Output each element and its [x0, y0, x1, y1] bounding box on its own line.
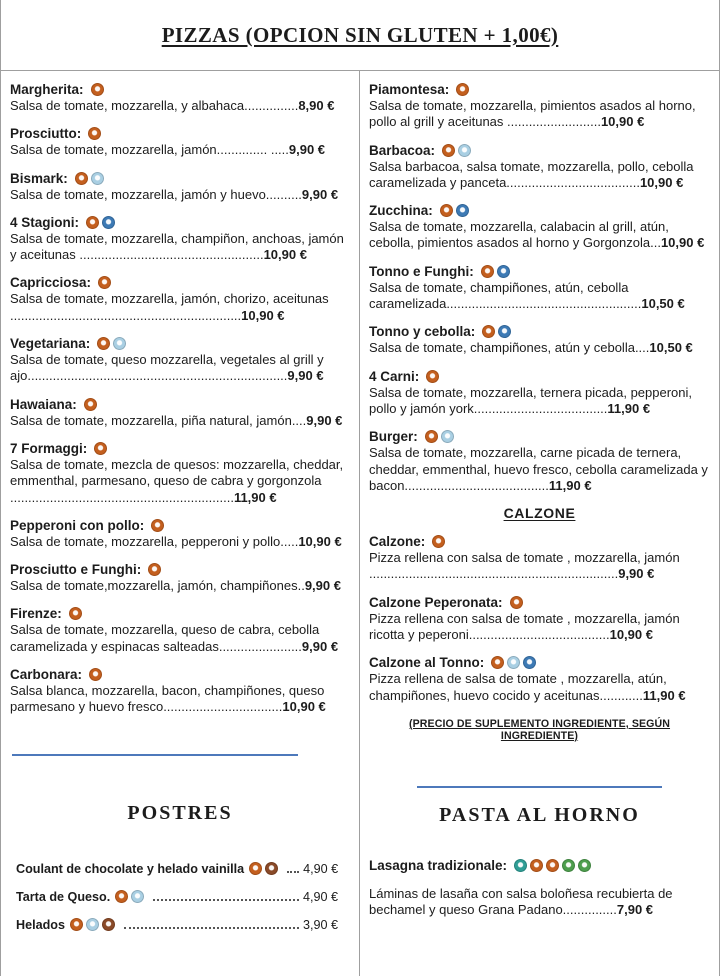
- allergen-icons: [88, 126, 104, 141]
- allergen-orange-icon: [482, 325, 495, 338]
- item-price: 9,90 €: [288, 142, 326, 158]
- allergen-orange-icon: [91, 83, 104, 96]
- item-ingredients: Láminas de lasaña con salsa boloñesa recubierta de bechamel y queso Grana Padano...............: [369, 885, 673, 918]
- allergen-orange-icon: [84, 398, 97, 411]
- menu-item-calzone-al-tonno: [369, 654, 710, 704]
- item-ingredients: Pizza rellena con salsa de tomate , mozzarella, jamón ricotta y peperoni.......................................: [369, 610, 680, 643]
- allergen-icons: [481, 264, 513, 279]
- allergen-orange-icon: [530, 859, 543, 872]
- menu-item-hawaiana: [10, 396, 350, 429]
- dessert-name: Coulant de chocolate y helado vainilla: [16, 861, 245, 876]
- allergen-orange-icon: [151, 519, 164, 532]
- item-name: Tonno e Funghi:: [369, 263, 474, 279]
- allergen-pale-icon: [113, 337, 126, 350]
- allergen-icons: [70, 917, 118, 932]
- allergen-orange-icon: [491, 656, 504, 669]
- allergen-orange-icon: [432, 535, 445, 548]
- allergen-icons: [151, 518, 167, 533]
- item-description: [10, 352, 350, 385]
- item-price: 7,90 €: [616, 902, 654, 918]
- allergen-blue-icon: [456, 204, 469, 217]
- item-price: 10,90 €: [639, 174, 684, 190]
- item-description: [10, 98, 350, 114]
- dot-leader: [287, 871, 299, 873]
- allergen-icons: [491, 655, 539, 670]
- item-ingredients: Salsa de tomate, mozzarella, queso de cabra, cebolla caramelizada y espinacas salteadas.......................: [10, 622, 320, 654]
- item-title-row: [10, 561, 350, 578]
- item-description: [10, 231, 350, 264]
- item-ingredients: Salsa de tomate,mozzarella, jamón, champiñones..: [10, 578, 305, 594]
- item-price: 9,90 €: [306, 412, 343, 428]
- desserts-list: [10, 861, 350, 932]
- allergen-icons: [482, 324, 514, 339]
- dessert-price: 4,90 €: [302, 889, 338, 904]
- menu-item-calzone-peperonata: [369, 594, 710, 644]
- item-description: [10, 622, 350, 655]
- item-name: 7 Formaggi:: [10, 440, 88, 456]
- item-description: [369, 550, 710, 583]
- allergen-icons: [432, 534, 448, 549]
- menu-header: [1, 0, 719, 70]
- allergen-orange-icon: [115, 890, 128, 903]
- item-ingredients: Salsa de tomate, mozzarella, piña natural, jamón....: [10, 412, 307, 428]
- allergen-icons: [442, 143, 474, 158]
- allergen-blue-icon: [523, 656, 536, 669]
- allergen-icons: [98, 275, 114, 290]
- right-column: [360, 71, 719, 976]
- item-title-row: [369, 81, 710, 98]
- allergen-icons: [510, 595, 526, 610]
- item-name: Hawaiana:: [10, 396, 77, 412]
- allergen-orange-icon: [148, 563, 161, 576]
- item-name: Pepperoni con pollo:: [10, 517, 145, 533]
- item-ingredients: Salsa de tomate, mozzarella, champiñon, anchoas, jamón y aceitunas ...................................................: [10, 230, 344, 263]
- allergen-teal-icon: [514, 859, 527, 872]
- allergen-icons: [69, 606, 85, 621]
- item-name: Calzone:: [369, 534, 426, 550]
- menu-item-prosciutto: [10, 125, 350, 158]
- allergen-icons: [91, 82, 107, 97]
- calzone-heading: CALZONE: [503, 505, 576, 522]
- item-ingredients: Pizza rellena con salsa de tomate , mozzarella, jamón .....................................................................: [369, 550, 680, 582]
- allergen-icons: [456, 82, 472, 97]
- item-price: 11,90 €: [607, 400, 651, 416]
- item-description: [369, 280, 710, 313]
- dessert-item-coulant: [16, 861, 338, 876]
- item-name: 4 Stagioni:: [10, 214, 80, 230]
- item-title-row: [10, 666, 350, 683]
- menu-item-margherita: [10, 81, 350, 114]
- allergen-pale-icon: [86, 918, 99, 931]
- item-name: Carbonara:: [10, 667, 83, 683]
- menu-item-carbonara: [10, 666, 350, 716]
- item-price: 10,90 €: [241, 307, 285, 323]
- dot-leader: [124, 927, 299, 929]
- item-description: [369, 886, 710, 919]
- item-ingredients: Salsa de tomate, champiñones, atún, cebolla caramelizada......................................................: [369, 279, 642, 312]
- item-ingredients: Salsa de tomate, mozzarella, jamón.............. .....: [10, 142, 289, 158]
- item-price: 11,90 €: [642, 687, 686, 703]
- item-ingredients: Salsa de tomate, mozzarella, jamón y huevo..........: [10, 186, 302, 202]
- item-description: [369, 385, 710, 418]
- page-title: PIZZAS (OPCION SIN GLUTEN + 1,00€): [161, 22, 559, 47]
- menu-item-4-stagioni: [10, 214, 350, 264]
- allergen-brown-icon: [265, 862, 278, 875]
- item-name: Margherita:: [10, 82, 84, 97]
- allergen-pale-icon: [91, 172, 104, 185]
- supplement-note: (PRECIO DE SUPLEMENTO INGREDIENTE, SEGÚN INGREDIENTE): [408, 717, 671, 742]
- item-price: 10,90 €: [263, 247, 307, 263]
- item-name: Firenze:: [10, 606, 62, 622]
- menu-item-calzone: [369, 533, 710, 583]
- item-price: 10,90 €: [609, 627, 653, 643]
- allergen-orange-icon: [456, 83, 469, 96]
- dessert-price: 4,90 €: [303, 861, 339, 876]
- item-name: 4 Carni:: [369, 368, 420, 384]
- item-price: 9,90 €: [618, 566, 655, 582]
- allergen-orange-icon: [546, 859, 559, 872]
- item-description: [10, 142, 350, 158]
- dot-leader: [153, 899, 299, 901]
- item-ingredients: Salsa de tomate, mozzarella, pepperoni y pollo.....: [10, 533, 299, 549]
- allergen-orange-icon: [70, 918, 83, 931]
- item-description: [369, 611, 710, 644]
- item-title-row: [369, 857, 710, 874]
- item-title-row: [369, 202, 710, 219]
- menu-columns: [1, 70, 719, 976]
- item-price: 9,90 €: [304, 578, 341, 594]
- item-name: Barbacoa:: [369, 142, 436, 158]
- menu-item-tonno-y-cebolla: [369, 323, 710, 356]
- menu-item-burger: [369, 428, 710, 494]
- right-section-divider: [417, 786, 663, 788]
- item-description: [369, 671, 710, 704]
- left-column: [1, 71, 360, 976]
- allergen-icons: [425, 429, 457, 444]
- item-description: [10, 457, 350, 506]
- dessert-price: 3,90 €: [302, 917, 338, 932]
- postres-heading: POSTRES: [127, 801, 233, 824]
- allergen-icons: [115, 889, 147, 904]
- allergen-orange-icon: [86, 216, 99, 229]
- allergen-orange-icon: [442, 144, 455, 157]
- allergen-icons: [97, 336, 129, 351]
- allergen-orange-icon: [75, 172, 88, 185]
- item-price: 11,90 €: [233, 489, 277, 505]
- allergen-orange-icon: [89, 668, 102, 681]
- item-title-row: [369, 428, 710, 445]
- allergen-green-icon: [562, 859, 575, 872]
- allergen-icons: [84, 397, 100, 412]
- dessert-name: Tarta de Queso.: [16, 889, 111, 904]
- allergen-icons: [89, 667, 105, 682]
- item-description: [10, 413, 350, 429]
- allergen-orange-icon: [425, 430, 438, 443]
- pasta-heading: PASTA AL HORNO: [439, 803, 640, 826]
- item-title-row: [369, 368, 710, 385]
- item-name: Vegetariana:: [10, 336, 91, 352]
- allergen-orange-icon: [481, 265, 494, 278]
- item-price: 8,90 €: [298, 98, 335, 113]
- allergen-icons: [249, 861, 281, 876]
- menu-item-vegetariana: [10, 335, 350, 385]
- item-price: 10,50 €: [649, 340, 693, 356]
- item-price: 11,90 €: [548, 477, 592, 493]
- allergen-icons: [94, 441, 110, 456]
- item-name: Prosciutto e Funghi:: [10, 562, 142, 578]
- item-title-row: [369, 323, 710, 340]
- item-description: [369, 219, 710, 252]
- allergen-orange-icon: [98, 276, 111, 289]
- item-price: 10,90 €: [660, 235, 705, 251]
- menu-item-bismark: [10, 170, 350, 203]
- menu-item-zucchina: [369, 202, 710, 252]
- item-price: 10,90 €: [282, 699, 326, 715]
- item-description: [10, 291, 350, 324]
- allergen-blue-icon: [497, 265, 510, 278]
- item-ingredients: Pizza rellena de salsa de tomate , mozzarella, atún, champiñones, huevo cocido y aceitunas............: [369, 671, 667, 703]
- item-title-row: [10, 396, 350, 413]
- item-price: 10,50 €: [641, 296, 685, 312]
- item-title-row: [10, 81, 350, 98]
- item-ingredients: Salsa de tomate, mozzarella, jamón, chorizo, aceitunas ................................................................: [10, 291, 329, 323]
- allergen-orange-icon: [510, 596, 523, 609]
- allergen-orange-icon: [88, 127, 101, 140]
- item-price: 10,90 €: [600, 114, 645, 130]
- item-price: 9,90 €: [287, 368, 324, 384]
- item-title-row: [369, 142, 710, 159]
- allergen-blue-icon: [102, 216, 115, 229]
- menu-item-7-formaggi: [10, 440, 350, 506]
- item-description: [10, 534, 350, 550]
- item-description: [369, 98, 710, 131]
- menu-item-tonno-e-funghi: [369, 263, 710, 313]
- allergen-orange-icon: [94, 442, 107, 455]
- item-title-row: [10, 125, 350, 142]
- allergen-orange-icon: [69, 607, 82, 620]
- allergen-pale-icon: [458, 144, 471, 157]
- item-name: Piamontesa:: [369, 82, 450, 97]
- allergen-icons: [514, 858, 594, 873]
- item-name: Bismark:: [10, 170, 68, 186]
- item-name: Lasagna tradizionale:: [369, 857, 508, 873]
- allergen-orange-icon: [440, 204, 453, 217]
- item-ingredients: Salsa de tomate, mezcla de quesos: mozzarella, cheddar, emmenthal, parmesano, queso de cabra y gorgonzola ..............................................................: [10, 456, 344, 505]
- allergen-icons: [148, 562, 164, 577]
- menu-item-capricciosa: [10, 274, 350, 324]
- left-section-divider: [12, 754, 298, 756]
- item-ingredients: Salsa de tomate, queso mozzarella, vegetales al grill y ajo........................................................................: [10, 352, 324, 384]
- item-ingredients: Salsa de tomate, mozzarella, pimientos asados al horno, pollo al grill y aceitunas ..........................: [369, 98, 696, 130]
- allergen-brown-icon: [102, 918, 115, 931]
- item-name: Tonno y cebolla:: [369, 324, 476, 340]
- allergen-orange-icon: [249, 862, 262, 875]
- item-name: Capricciosa:: [10, 275, 92, 291]
- menu-item-piamontesa: [369, 81, 710, 131]
- item-title-row: [10, 335, 350, 352]
- item-price: 9,90 €: [301, 186, 339, 202]
- item-name: Zucchina:: [369, 203, 433, 219]
- item-description: [10, 187, 350, 203]
- allergen-pale-icon: [507, 656, 520, 669]
- item-name: Calzone al Tonno:: [369, 655, 485, 671]
- item-description: [369, 340, 710, 356]
- item-title-row: [369, 533, 710, 550]
- item-title-row: [10, 274, 350, 291]
- item-title-row: [10, 517, 350, 534]
- item-name: Calzone Peperonata:: [369, 594, 503, 610]
- dessert-name: Helados: [16, 917, 65, 932]
- item-title-row: [10, 214, 350, 231]
- item-ingredients: Salsa barbacoa, salsa tomate, mozzarella, pollo, cebolla caramelizada y panceta.....................................: [369, 158, 694, 190]
- allergen-orange-icon: [97, 337, 110, 350]
- item-title-row: [10, 605, 350, 622]
- allergen-pale-icon: [131, 890, 144, 903]
- allergen-icons: [75, 171, 107, 186]
- item-description: [369, 159, 710, 192]
- item-description: [369, 445, 710, 494]
- item-title-row: [369, 263, 710, 280]
- item-title-row: [10, 170, 350, 187]
- allergen-green-icon: [578, 859, 591, 872]
- menu-item-4-carni: [369, 368, 710, 418]
- allergen-blue-icon: [498, 325, 511, 338]
- item-ingredients: Salsa de tomate, mozzarella, y albahaca...............: [10, 98, 299, 113]
- item-name: Prosciutto:: [10, 126, 82, 142]
- allergen-icons: [86, 215, 118, 230]
- item-description: [10, 683, 350, 716]
- item-title-row: [10, 440, 350, 457]
- menu-item-lasagna: [369, 857, 710, 919]
- item-name: Burger:: [369, 429, 418, 445]
- item-ingredients: Salsa blanca, mozzarella, bacon, champiñones, queso parmesano y huevo fresco.................................: [10, 683, 325, 715]
- menu-item-pepperoni-con-pollo: [10, 517, 350, 550]
- allergen-icons: [426, 369, 442, 384]
- menu-item-prosciutto-e-funghi: [10, 561, 350, 594]
- dessert-item-tarta-de-queso: [16, 889, 338, 904]
- item-ingredients: Salsa de tomate, mozzarella, calabacin al grill, atún, cebolla, pimientos asados al horno y Gorgonzola...: [369, 219, 669, 251]
- item-title-row: [369, 594, 710, 611]
- item-price: 9,90 €: [301, 638, 339, 654]
- item-ingredients: Salsa de tomate, mozzarella, carne picada de ternera, cheddar, emmenthal, huevo fresco, cebolla caramelizada y bacon........................................: [369, 445, 708, 493]
- allergen-orange-icon: [426, 370, 439, 383]
- item-ingredients: Salsa de tomate, mozzarella, ternera picada, pepperoni, pollo y jamón york.....................................: [369, 384, 693, 416]
- allergen-icons: [440, 203, 472, 218]
- item-description: [10, 578, 350, 594]
- menu-item-barbacoa: [369, 142, 710, 192]
- dessert-item-helados: [16, 917, 338, 932]
- item-price: 10,90 €: [298, 533, 342, 549]
- allergen-pale-icon: [441, 430, 454, 443]
- item-ingredients: Salsa de tomate, champiñones, atún y cebolla....: [369, 340, 650, 356]
- menu-item-firenze: [10, 605, 350, 655]
- item-title-row: [369, 654, 710, 671]
